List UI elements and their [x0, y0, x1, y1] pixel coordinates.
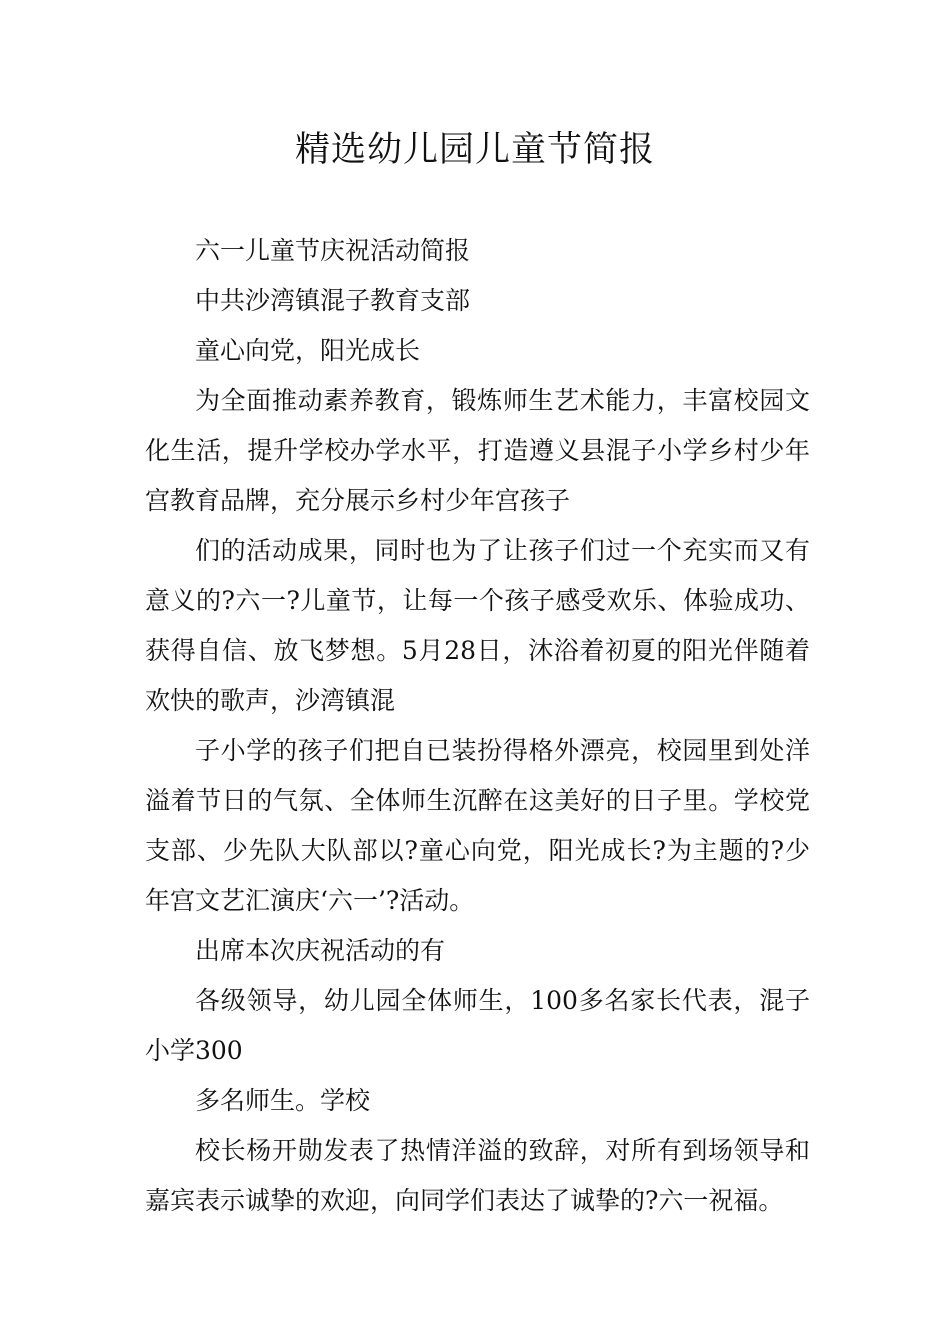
document-body: [145, 226, 810, 1226]
paragraph-celebration: 子小学的孩子们把自已装扮得格外漂亮，校园里到处洋溢着节日的气氛、全体师生沉醉在这美好的日子里。学校党支部、少先队大队部以?童心向党，阳光成长?为主题的?少年宫文艺汇演庆‘六一’?活动。: [145, 736, 810, 915]
paragraph-teachers: 多名师生。学校: [195, 1086, 371, 1115]
paragraph-intro: 为全面推动素养教育，锻炼师生艺术能力，丰富校园文化生活，提升学校办学水平，打造遵义县混子小学乡村少年宫教育品牌，充分展示乡村少年宫孩子: [145, 386, 810, 515]
document-title: 精选幼儿园儿童节简报: [294, 130, 655, 170]
paragraph-attendees: 各级领导，幼儿园全体师生，100多名家长代表，混子小学300: [145, 986, 810, 1065]
paragraph-speech: 校长杨开勋发表了热情洋溢的致辞，对所有到场领导和嘉宾表示诚挚的欢迎，向同学们表达了诚挚的?六一祝福。: [145, 1136, 810, 1215]
paragraph-attendees-intro: 出席本次庆祝活动的有: [195, 936, 446, 965]
paragraph-organization: 中共沙湾镇混子教育支部: [195, 286, 471, 315]
paragraph-theme: 童心向党，阳光成长: [195, 336, 421, 365]
paragraph-activity: 们的活动成果，同时也为了让孩子们过一个充实而又有意义的?六一?儿童节，让每一个孩子感受欢乐、体验成功、获得自信、放飞梦想。5月28日，沐浴着初夏的阳光伴随着欢快的歌声，沙湾镇混: [145, 536, 810, 715]
paragraph-report-heading: 六一儿童节庆祝活动简报: [195, 236, 471, 265]
